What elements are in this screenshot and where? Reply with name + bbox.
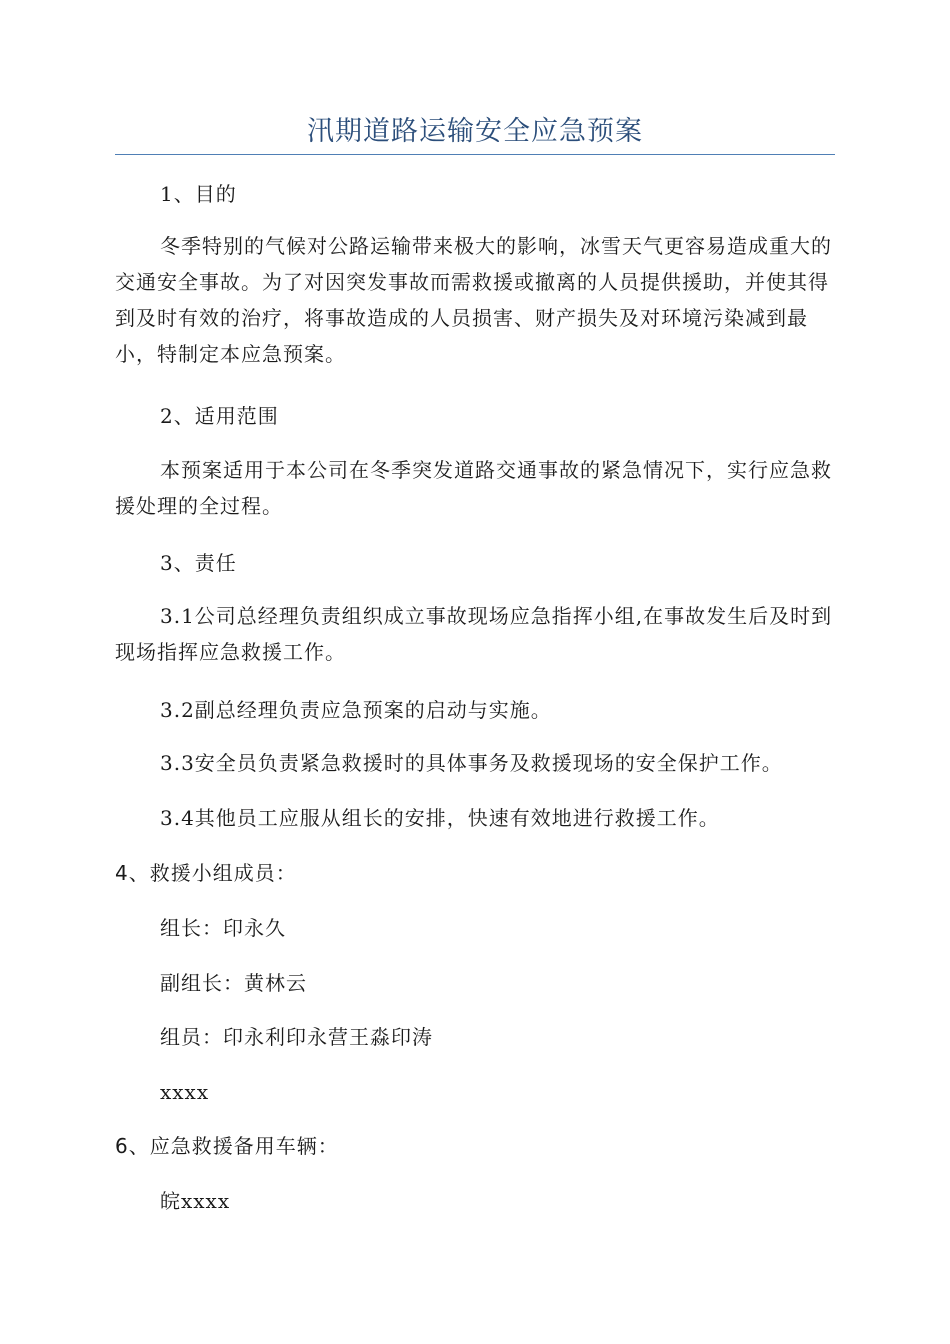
section-4-extra: xxxx [160, 1080, 210, 1104]
document-title: 汛期道路运输安全应急预案 [307, 116, 643, 147]
title-underline [115, 154, 835, 155]
section-3-1: 3.1公司总经理负责组织成立事故现场应急指挥小组,在事故发生后及时到现场指挥应急救援工作。 [115, 604, 833, 664]
section-3-2: 3.2副总经理负责应急预案的启动与实施。 [160, 698, 552, 722]
section-3-4: 3.4其他员工应服从组长的安排，快速有效地进行救援工作。 [160, 806, 720, 830]
section-1-heading: 1、目的 [160, 182, 237, 206]
section-3-heading: 3、责任 [160, 551, 237, 575]
section-6-vehicle: 皖xxxx [160, 1189, 231, 1213]
section-3-3: 3.3安全员负责紧急救援时的具体事务及救援现场的安全保护工作。 [160, 751, 783, 775]
section-4-heading: 4、救援小组成员： [115, 861, 297, 885]
section-1-body: 冬季特别的气候对公路运输带来极大的影响，冰雪天气更容易造成重大的交通安全事故。为了对因突发事故而需救援或撤离的人员提供援助，并使其得到及时有效的治疗，将事故造成的人员损害、财产损失及对环境污染减到最小，特制定本应急预案。 [115, 234, 832, 366]
section-6-heading: 6、应急救援备用车辆： [115, 1134, 339, 1158]
section-4-deputy: 副组长：黄林云 [160, 971, 307, 995]
section-4-members: 组员：印永利印永营王淼印涛 [160, 1025, 433, 1049]
section-4-leader: 组长：印永久 [160, 916, 286, 940]
section-2-body: 本预案适用于本公司在冬季突发道路交通事故的紧急情况下，实行应急救援处理的全过程。 [115, 458, 832, 518]
section-2-heading: 2、适用范围 [160, 404, 279, 428]
